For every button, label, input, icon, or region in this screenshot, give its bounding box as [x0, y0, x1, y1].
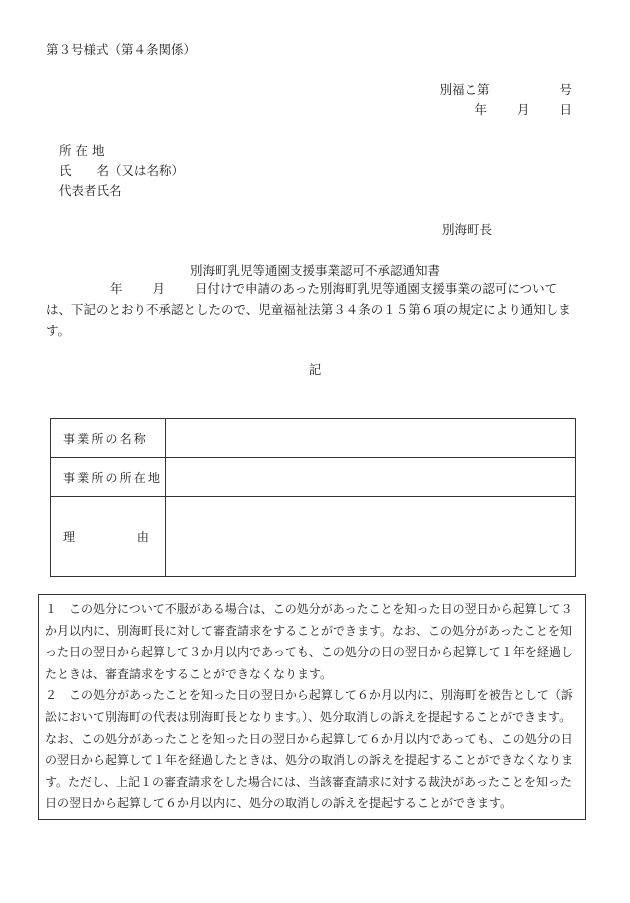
- reason-label-right: 由: [136, 530, 151, 544]
- body-main-text: 日付けで申請のあった別海町乳児等通園支援事業の認可については、下記のとおり不承認としたので、児童福祉法第３４条の１５第６項の規定により通知します。: [46, 281, 571, 338]
- facility-address-label: 事業所の所在地: [51, 458, 166, 497]
- body-year: 年: [110, 281, 123, 296]
- appeal-notice: [38, 594, 586, 820]
- facility-name-value: [166, 419, 576, 458]
- form-number: 第３号様式（第４条関係）: [46, 42, 197, 57]
- notice-item-2: ２ この処分があったことを知った日の翌日から起算して６か月以内に、別海町を被告として（訴訟において別海町の代表は別海町長となります。）、処分取消しの訴えを提起することができます。なお、この処分があったことを知った日の翌日から起算して６か月以内であっても、この処分の日の翌日から起算して１年を経過したときは、処分の取消しの訴えを提起することができなくなります。ただし、上記１の審査請求をした場合には、当該審査請求に対する裁決があったことを知った日の翌日から起算して６か月以内に、処分の取消しの訴えを提起することができます。: [45, 688, 574, 811]
- issuer: 別海町長: [441, 222, 492, 237]
- facility-name-label: 事業所の名称: [51, 419, 166, 458]
- reference-number: [439, 80, 572, 98]
- reason-value: [166, 497, 576, 577]
- ki-heading: 記: [308, 362, 322, 377]
- recipient-block: [59, 141, 184, 201]
- table-row: [51, 419, 576, 458]
- recipient-address-label: 所 在 地: [59, 143, 105, 158]
- table-row: [51, 458, 576, 497]
- body-text: [46, 278, 582, 341]
- date-month: 月: [516, 102, 530, 117]
- reason-label: [51, 497, 166, 577]
- reference-prefix: 別福こ第: [439, 82, 490, 97]
- recipient-representative-label: 代表者氏名: [59, 183, 122, 198]
- business-info-table: [50, 418, 576, 577]
- reference-suffix: 号: [559, 82, 572, 97]
- body-month: 月: [152, 281, 166, 296]
- reason-label-left: 理: [63, 530, 78, 544]
- document-title: 別海町乳児等通園支援事業認可不承認通知書: [189, 263, 440, 278]
- date-day: 日: [559, 102, 572, 117]
- date-year: 年: [474, 102, 487, 117]
- table-row: [51, 497, 576, 577]
- issue-date: [474, 100, 572, 118]
- recipient-name-label: 氏 名（又は名称）: [59, 163, 185, 178]
- facility-address-value: [166, 458, 576, 497]
- notice-item-1: １ この処分について不服がある場合は、この処分があったことを知った日の翌日から起算して３か月以内に、別海町長に対して審査請求をすることができます。なお、この処分があったことを知った日の翌日から起算して３か月以内であっても、この処分の日の翌日から起算して１年を経過したときは、審査請求をすることができなくなります。: [45, 602, 573, 681]
